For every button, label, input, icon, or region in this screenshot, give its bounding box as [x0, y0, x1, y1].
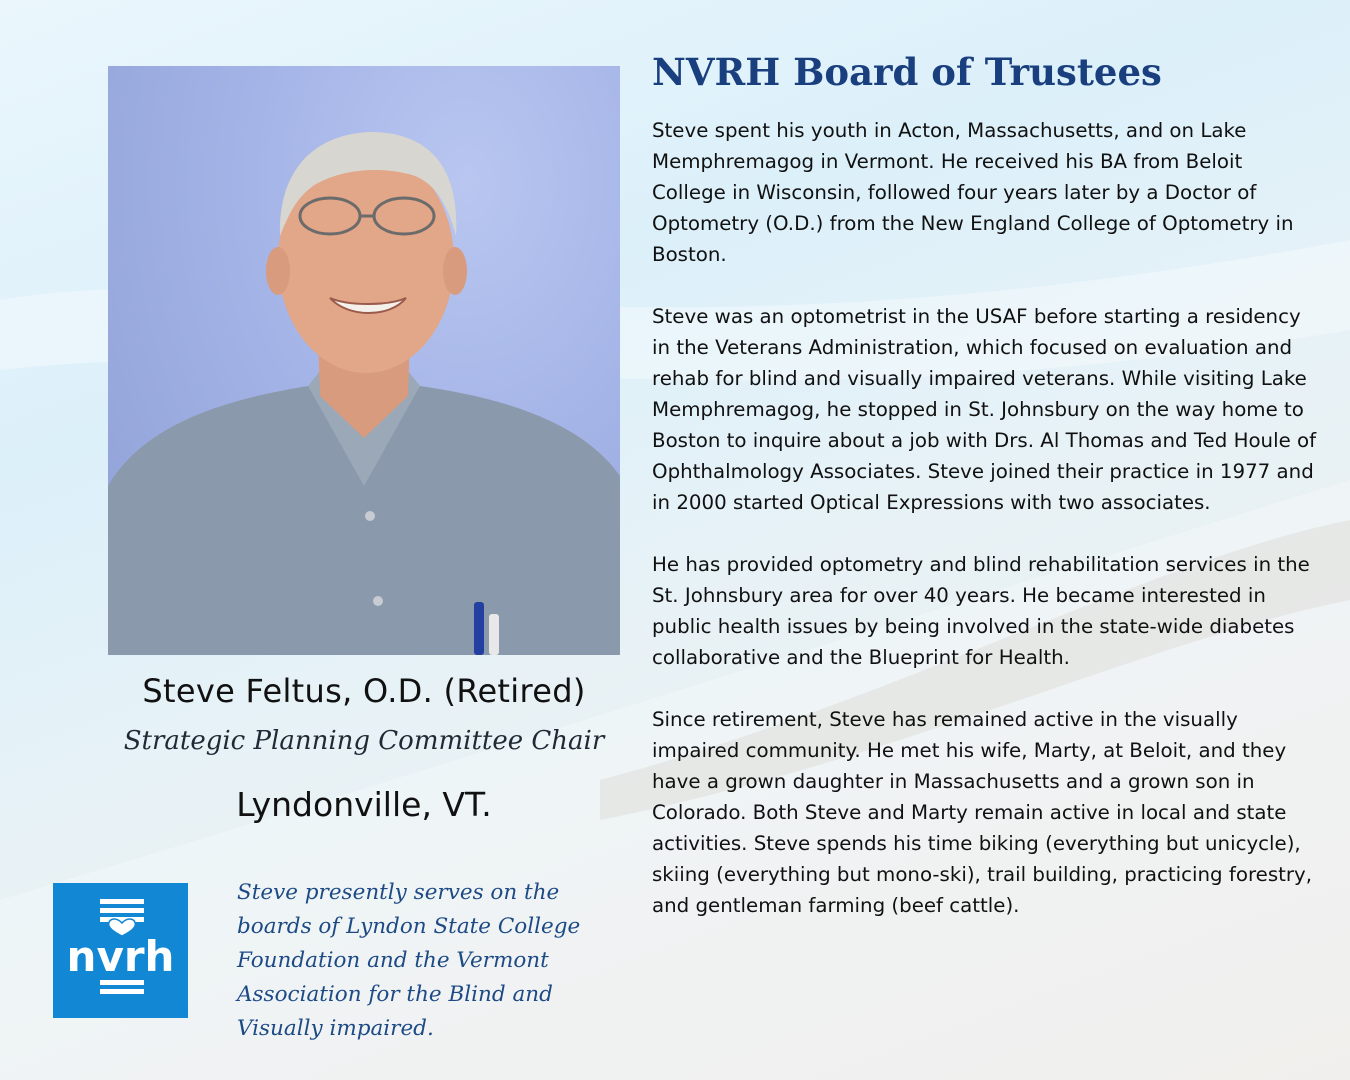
heart-cross-icon — [53, 883, 188, 1018]
bio-paragraph: Steve was an optometrist in the USAF before starting a residency in the Veterans Administration, which focused on evaluation and rehab for blind and visually impaired veterans. While visiting Lake Memphremagog, he stopped in St. Johnsbury on the way home to Boston to inquire about a job with Drs. Al Thomas and Ted Houle of Ophthalmology Associates. Steve joined their practice in 1977 and in 2000 started Optical Expressions with two associates. — [652, 305, 1317, 514]
person-role: Strategic Planning Committee Chair — [123, 726, 605, 756]
page-title: NVRH Board of Trustees — [652, 50, 1162, 94]
bio-paragraph: Steve spent his youth in Acton, Massachusetts, and on Lake Memphremagog in Vermont. He received his BA from Beloit College in Wisconsin, followed four years later by a Doctor of Optometry (O.D.) from the New England College of Optometry in Boston. — [652, 119, 1294, 266]
bio-paragraph: He has provided optometry and blind rehabilitation services in the St. Johnsbury area for over 40 years. He became interested in public health issues by being involved in the state-wide diabetes collaborative and the Blueprint for Health. — [652, 553, 1310, 669]
person-name: Steve Feltus, O.D. (Retired) — [142, 672, 586, 710]
boards-note: Steve presently serves on the boards of Lyndon State College Foundation and the Vermont Association for the Blind and Visually impaired. — [237, 880, 581, 1041]
bio-text — [652, 115, 1320, 952]
person-location: Lyndonville, VT. — [236, 785, 492, 824]
bio-paragraph: Since retirement, Steve has remained active in the visually impaired community. He met his wife, Marty, at Beloit, and they have a grown daughter in Massachusetts and a grown son in Colorado. Both Steve and Marty remain active in local and state activities. Steve spends his time biking (everything but unicycle), skiing (everything but mono-ski), trail building, practicing forestry, and gentleman farming (beef cattle). — [652, 708, 1313, 917]
portrait-photo — [108, 66, 620, 655]
logo-text: nvrh — [66, 932, 175, 981]
portrait-illustration — [108, 66, 620, 655]
nvrh-logo — [53, 883, 188, 1018]
